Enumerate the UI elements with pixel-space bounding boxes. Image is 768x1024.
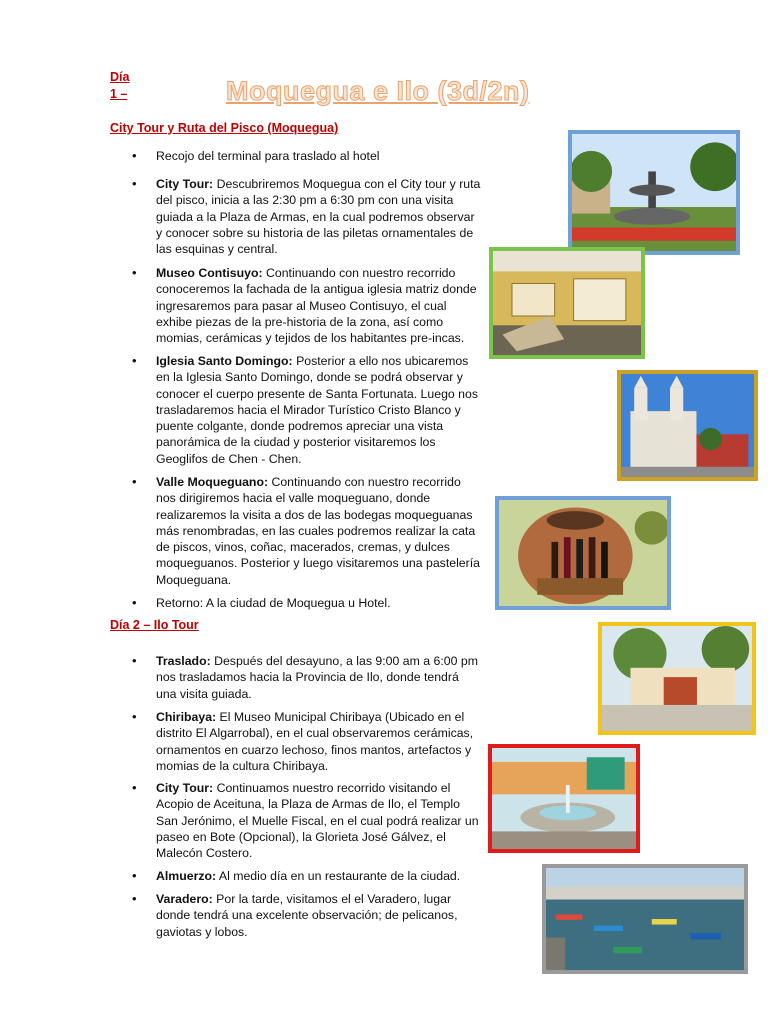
church-photo <box>617 370 758 481</box>
bullet-icon: • <box>132 891 137 906</box>
ilo-plaza-photo <box>488 744 640 853</box>
day-label-line1: Día <box>110 70 130 84</box>
bullet-icon: • <box>132 868 137 883</box>
bullet-icon: • <box>132 353 137 368</box>
list-item: • Chiribaya: El Museo Municipal Chiribaya (Ubicado en el distrito El Algarrobal), en el cual observaremos cerámicas, ornamentos en cuarzo lechoso, finos mantos, artefactos y momias de la cultura Chiribaya. <box>132 709 474 773</box>
list-item: • Iglesia Santo Domingo: Posterior a ello nos ubicaremos en la Iglesia Santo Domingo, donde se podrá observar y conocer el cuerpo presente de Santa Fortunata. Luego nos trasladaremos hacia el Mirador Turístico Cristo Blanco y puente colgante, donde podremos apreciar una vista panorámica de la ciudad y posterior visitaremos los Geoglifos de Chen - Chen. <box>132 353 478 466</box>
day-label <box>110 69 129 103</box>
list-item: • City Tour: Continuamos nuestro recorrido visitando el Acopio de Aceituna, la Plaza de Armas de Ilo, el Templo San Jerónimo, el Muelle Fiscal, en el cual podrá realizar un paseo en Bote (Opcional), la Glorieta José Gálvez, el Malecón Costero. <box>132 780 479 861</box>
pisco-bottles-photo <box>495 496 671 610</box>
day-label-line2: 1 – <box>110 87 128 101</box>
museum-chiribaya-photo <box>598 622 756 735</box>
bullet-icon: • <box>132 148 137 163</box>
list-item: • Valle Moqueguano: Continuando con nuestro recorrido nos dirigiremos hacia el valle moqueguano, donde realizaremos la visita a dos de las bodegas moqueguanas más renombradas, en las cuales podremos realizar la cata de piscos, vinos, coñac, macerados, cremas, y dulces moqueguanos. Posterior y luego visitaremos una pastelería Moqueguana. <box>132 474 481 587</box>
bullet-icon: • <box>132 595 137 610</box>
list-item: • Varadero: Por la tarde, visitamos el el Varadero, lugar donde tendrá una excelente observación; de pelicanos, gaviotas y lobos. <box>132 891 458 939</box>
day1-heading: City Tour y Ruta del Pisco (Moquegua) <box>110 121 339 135</box>
bullet-icon: • <box>132 709 137 724</box>
harbor-boats-photo <box>542 864 748 974</box>
list-item: • Traslado: Después del desayuno, a las 9:00 am a 6:00 pm nos trasladamos hacia la Provincia de Ilo, donde tendrá una visita guiada. <box>132 653 478 701</box>
list-item: • Retorno: A la ciudad de Moquegua u Hotel. <box>132 595 391 610</box>
bullet-icon: • <box>132 265 137 280</box>
museum-interior-photo <box>489 247 645 359</box>
list-item: • City Tour: Descubriremos Moquegua con el City tour y ruta del pisco, inicia a las 2:30 pm a 6:30 pm con una visita guiada a la Plaza de Armas, en la cual podremos observar y conocer sobre su historia de las piletas ornamentales de las esquinas y central. <box>132 176 481 257</box>
bullet-icon: • <box>132 176 137 191</box>
bullet-icon: • <box>132 780 137 795</box>
list-item: • Museo Contisuyo: Continuando con nuestro recorrido conoceremos la fachada de la antigua iglesia matriz donde ingresaremos para pasar al Museo Contisuyo, el cual exhibe piezas de la pre-historia de la zona, así como momias, cerámicas y tejidos de los habitantes pre-incas. <box>132 265 477 346</box>
bullet-icon: • <box>132 653 137 668</box>
day2-heading: Día 2 – Ilo Tour <box>110 618 199 632</box>
plaza-fountain-photo <box>568 130 740 255</box>
list-item: • Recojo del terminal para traslado al hotel <box>132 148 380 163</box>
list-item: • Almuerzo: Al medio día en un restaurante de la ciudad. <box>132 868 461 883</box>
bullet-icon: • <box>132 474 137 489</box>
page-title: Moquegua e Ilo (3d/2n) <box>226 76 530 106</box>
